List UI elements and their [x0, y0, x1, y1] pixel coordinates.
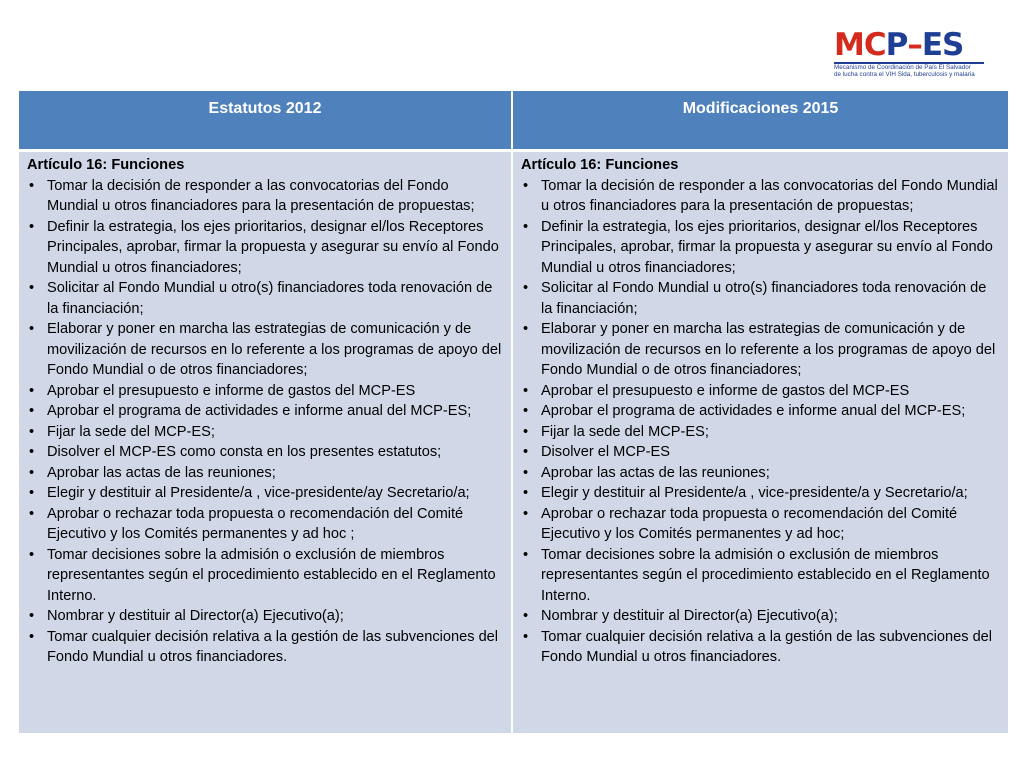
list-item: • Fijar la sede del MCP-ES; [521, 422, 1000, 443]
list-item: • Aprobar el programa de actividades e informe anual del MCP-ES; [27, 401, 503, 422]
logo-p: P [885, 27, 908, 63]
bullet-icon: • [29, 218, 35, 235]
list-item: • Aprobar o rechazar toda propuesta o recomendación del Comité Ejecutivo y los Comités permanentes y ad hoc ; [29, 505, 464, 542]
bullet-icon: • [29, 382, 35, 399]
list-item: • Aprobar el presupuesto e informe de gastos del MCP-ES [27, 381, 503, 402]
list-item: • Tomar cualquier decisión relativa a la gestión de las subvenciones del Fondo Mundial u otros financiadores. [29, 628, 499, 665]
bullet-icon: • [523, 321, 529, 337]
bullet-icon: • [523, 403, 529, 419]
list-item: • Tomar cualquier decisión relativa a la gestión de las subvenciones del Fondo Mundial u otros financiadores. [523, 628, 993, 665]
list-item: • Disolver el MCP-ES como consta en los presentes estatutos; [27, 442, 503, 463]
list-item: • Nombrar y destituir al Director(a) Ejecutivo(a); [521, 606, 1000, 627]
list-item: • Aprobar el programa de actividades e informe anual del MCP-ES; [521, 401, 1000, 422]
logo-dash: – [907, 27, 922, 63]
bullet-icon: • [523, 218, 529, 235]
list-item: • Elaborar y poner en marcha las estrategias de comunicación y de movilización de recursos en lo referente a los programas de apoyo del Fondo Mundial o de otros financiadores; [523, 321, 996, 378]
bullet-icon: • [523, 546, 529, 563]
bullet-icon: • [29, 464, 35, 481]
logo-wordmark [834, 27, 984, 63]
bullet-icon: • [523, 628, 529, 645]
bullet-icon: • [29, 628, 35, 645]
list-item: • Nombrar y destituir al Director(a) Ejecutivo(a); [27, 606, 503, 627]
list-item: • Aprobar las actas de las reuniones; [521, 463, 1000, 484]
bullet-icon: • [29, 423, 35, 440]
bullet-icon: • [523, 280, 529, 296]
list-item: • Aprobar o rechazar toda propuesta o recomendación del Comité Ejecutivo y los Comités permanentes y ad hoc; [523, 505, 958, 542]
logo-subtitle-line1: Mecanismo de Coordinación de País El Salvador [834, 64, 971, 71]
bullet-icon: • [523, 444, 529, 460]
list-item: • Tomar la decisión de responder a las convocatorias del Fondo Mundial u otros financiadores para la presentación de propuestas; [29, 177, 475, 214]
column-body-statutes-2012 [19, 149, 513, 733]
bullet-icon: • [29, 485, 35, 501]
bullet-icon: • [29, 403, 35, 419]
list-item: • Fijar la sede del MCP-ES; [27, 422, 503, 443]
bullet-icon: • [523, 464, 529, 481]
list-item: • Elegir y destituir al Presidente/a , vice-presidente/ay Secretario/a; [27, 483, 503, 504]
list-item: • Tomar decisiones sobre la admisión o exclusión de miembros representantes según el procedimiento establecido en el Reglamento Interno. [523, 546, 990, 604]
list-item: • Disolver el MCP-ES [521, 442, 1000, 463]
mcp-es-logo [834, 27, 984, 82]
bullet-icon: • [29, 177, 35, 194]
article-title: Artículo 16: Funciones [521, 157, 679, 173]
bullet-icon: • [523, 505, 529, 522]
bullet-icon: • [29, 546, 35, 563]
functions-list [27, 176, 503, 668]
list-item: • Solicitar al Fondo Mundial u otro(s) financiadores toda renovación de la financiación; [29, 280, 493, 317]
functions-list [521, 176, 1000, 668]
list-item: • Tomar decisiones sobre la admisión o exclusión de miembros representantes según el procedimiento establecido en el Reglamento Interno. [29, 546, 496, 604]
bullet-icon: • [523, 608, 529, 624]
list-item: • Tomar la decisión de responder a las convocatorias del Fondo Mundial u otros financiadores para la presentación de propuestas; [523, 177, 998, 214]
list-item: • Definir la estrategia, los ejes prioritarios, designar el/los Receptores Principales, aprobar, firmar la propuesta y asegurar su envío al Fondo Mundial u otros financiadores; [29, 218, 499, 276]
list-item: • Elaborar y poner en marcha las estrategias de comunicación y de movilización de recursos en lo referente a los programas de apoyo del Fondo Mundial o de otros financiadores; [29, 321, 502, 378]
bullet-icon: • [523, 485, 529, 501]
logo-subtitle-line2: de lucha contra el VIH Sida, tuberculosis y malaria [834, 71, 975, 78]
column-header-modifications-2015: Modificaciones 2015 [513, 91, 1008, 149]
bullet-icon: • [523, 423, 529, 440]
list-item: • Solicitar al Fondo Mundial u otro(s) financiadores toda renovación de la financiación; [523, 280, 987, 317]
column-header-statutes-2012: Estatutos 2012 [19, 91, 513, 149]
list-item: • Aprobar el presupuesto e informe de gastos del MCP-ES [521, 381, 1000, 402]
bullet-icon: • [29, 321, 35, 337]
bullet-icon: • [29, 505, 35, 522]
bullet-icon: • [29, 444, 35, 460]
comparison-table [19, 91, 1008, 733]
list-item: • Definir la estrategia, los ejes prioritarios, designar el/los Receptores Principales, aprobar, firmar la propuesta y asegurar su envío al Fondo Mundial u otros financiadores; [523, 218, 993, 276]
bullet-icon: • [29, 280, 35, 296]
column-body-modifications-2015 [513, 149, 1008, 733]
bullet-icon: • [29, 608, 35, 624]
logo-mc: MC [834, 27, 886, 63]
bullet-icon: • [523, 382, 529, 399]
bullet-icon: • [523, 177, 529, 194]
article-title: Artículo 16: Funciones [27, 157, 185, 173]
list-item: • Elegir y destituir al Presidente/a , vice-presidente/a y Secretario/a; [521, 483, 1000, 504]
list-item: • Aprobar las actas de las reuniones; [27, 463, 503, 484]
logo-es: ES [921, 27, 964, 63]
